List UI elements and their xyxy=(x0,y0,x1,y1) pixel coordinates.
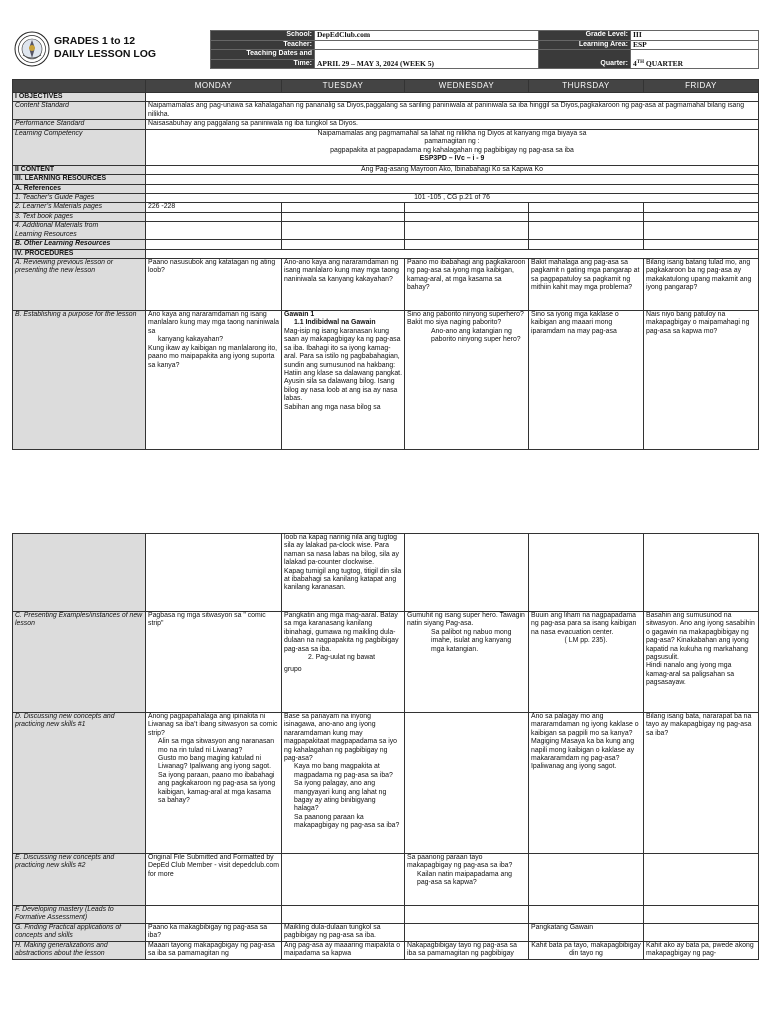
teachers-guide-label: 1. Teacher’s Guide Pages xyxy=(13,194,146,203)
quarter-value: 4TH QUARTER xyxy=(631,50,759,69)
lesson-table-page-2 xyxy=(12,533,758,960)
day-tuesday: TUESDAY xyxy=(282,80,405,93)
lesson-table-continued xyxy=(12,533,759,960)
procedure-d-thursday: Ano sa palagay mo ang mararamdaman ng iyong kaklase o kaibigan sa pagpili mo sa kanya? Magiging Masaya ka ba kung ang napili mong kaibigan o kaklase ay makararamdam ng pag-asa? Ipaliwanag ang iyong sagot. xyxy=(529,713,644,854)
procedure-g-monday: Paano ka makagbibigay ng pag-asa sa iba? xyxy=(146,924,282,942)
grade-level-label: Grade Level: xyxy=(539,31,631,41)
procedure-d-wednesday xyxy=(405,713,529,854)
learners-materials-value: 226 -228 xyxy=(146,203,282,212)
day-header-row xyxy=(13,80,759,93)
procedure-h-monday: Maaari tayong makapagbigay ng pag-asa sa iba sa pamamagitan ng xyxy=(146,942,282,960)
day-monday: MONDAY xyxy=(146,80,282,93)
content-heading: II CONTENT xyxy=(13,165,146,174)
procedure-a-monday: Paano nasusubok ang katatagan ng ating loob? xyxy=(146,259,282,311)
procedure-h-wednesday: Nakapagbibigay tayo ng pag-asa sa iba sa pamamagitan ng pagbibigay xyxy=(405,942,529,960)
procedure-b-friday: Nais niyo bang patuloy na makapagbigay o maipamahagi ng pag-asa sa kapwa mo? xyxy=(644,311,759,450)
additional-materials-label: 4. Additional Materials from Learning Resources xyxy=(13,222,146,240)
learning-resources-heading: III. LEARNING RESOURCES xyxy=(13,175,146,184)
learning-area-label: Learning Area: xyxy=(539,40,631,50)
procedure-h-friday: Kahit ako ay bata pa, pwede akong makapagbigay ng pag- xyxy=(644,942,759,960)
procedure-b-monday: Ano kaya ang nararamdaman ng isang manlalaro kung may mga taong naniniwala sa kanyang kakayahan? Kung ikaw ay kaibigan ng manlalarong ito, paano mo maipapakita ang iyong suporta sa kanya? xyxy=(146,311,282,450)
procedure-a-friday: Bilang isang batang tulad mo, ang pagkakaroon ba ng pag-asa ay makakatulong upang makamit ang iyong pangarap? xyxy=(644,259,759,311)
procedure-c-monday: Pagbasa ng mga sitwasyon sa " comic strip" xyxy=(146,612,282,713)
procedure-row-d xyxy=(13,713,759,854)
teaching-dates-label: Teaching Dates and xyxy=(211,50,315,60)
procedure-a-tuesday: Ano-ano kaya ang nararamdaman ng isang manlalaro kung may mga taong naniniwala sa kanyang kakayahan? xyxy=(282,259,405,311)
procedure-d-tuesday: Base sa panayam na inyong isinagawa, ano-ano ang iyong nararamdaman kung may magpapakitaat magpapadama sa iyo ng kahalagahan ng pagbibigay ng pag-asa? Kaya mo bang magpakita at magpadama ng pag-asa sa iba? Sa iyong palagay, ano ang mangyayari kung ang lahat ng bagay ay ating binibigyang halaga? Sa paanong paraan ka makapagbigay ng pag-asa sa iba? xyxy=(282,713,405,854)
procedure-row-c xyxy=(13,612,759,713)
document-title xyxy=(54,35,156,61)
title-line-1: GRADES 1 to 12 xyxy=(54,35,136,47)
content-value: Ang Pag-asang Mayroon Ako, Ibinabahagi Ko sa Kapwa Ko xyxy=(146,165,759,174)
time-label: Time: xyxy=(211,59,315,69)
procedure-b-tuesday-continued: loob na kapag narinig nila ang tugtog sila ay lalakad pa-clock wise. Para naman sa nasa labas na bilog, sila ay lalakad pa-counter clockwise. Kapag tumigil ang tugtog, titigil din sila at ibabahagi sa kanilang katapat ang kanilang karanasan. xyxy=(282,534,405,612)
textbook-pages-label: 3. Text book pages xyxy=(13,212,146,221)
learning-competency-label: Learning Competency xyxy=(13,129,146,165)
procedure-g-thursday: Pangkatang Gawain xyxy=(529,924,644,942)
day-thursday: THURSDAY xyxy=(529,80,644,93)
procedure-row-g xyxy=(13,924,759,942)
teacher-value xyxy=(315,40,539,50)
procedure-b-tuesday: Gawain 1 1.1 Indibidwal na Gawain Mag-isip ng isang karanasan kung saan ay makapagbigay ka ng pag-asa sa iba. Ibahagi ito sa iyong kamag-aral. Para sa istilo ng pagbabahagian, sundin ang sumusunod na hakbang: Hatiin ang klase sa dalawang pangkat. Ayusin sila sa dalawang bilog. Isang bilog ay nasa loob at ang isa ay nasa labas. Sabihan ang mga nasa bilog sa xyxy=(282,311,405,450)
lesson-log-header xyxy=(12,30,758,74)
procedure-g-label: G. Finding Practical applications of concepts and skills xyxy=(13,924,146,942)
learners-materials-label: 2. Learner’s Materials pages xyxy=(13,203,146,212)
procedure-a-label: A. Reviewing previous lesson or presenting the new lesson xyxy=(13,259,146,311)
procedure-row-e xyxy=(13,854,759,906)
procedure-e-label: E. Discussing new concepts and practicing new skills #2 xyxy=(13,854,146,906)
procedure-c-tuesday: Pangkatin ang mga mag-aaral. Batay sa mga karanasang kanilang ibinahagi, gumawa ng maikling dula-dulaan na nagpapakita ng pagbibigay pag-asa sa iba. 2. Pag-uulat ng bawat grupo xyxy=(282,612,405,713)
procedure-row-a xyxy=(13,259,759,311)
procedure-h-thursday: Kahit bata pa tayo, makapagbibigay din tayo ng xyxy=(529,942,644,960)
procedure-row-f xyxy=(13,906,759,924)
day-wednesday: WEDNESDAY xyxy=(405,80,529,93)
procedure-e-wednesday: Sa paanong paraan tayo makapagbigay ng pag-asa sa iba? Kailan natin maipapadama ang pag-asa sa kapwa? xyxy=(405,854,529,906)
procedure-f-label: F. Developing mastery (Leads to Formative Assessment) xyxy=(13,906,146,924)
school-label: School: xyxy=(211,31,315,41)
quarter-label: Quarter: xyxy=(539,50,631,69)
procedure-c-wednesday: Gumuhit ng isang super hero. Tawagin natin siyang Pag-asa. Sa palibot ng nabuo mong imahe, isulat ang kanyang mga katangian. xyxy=(405,612,529,713)
objectives-heading: I OBJECTIVES xyxy=(13,93,146,102)
teacher-label: Teacher: xyxy=(211,40,315,50)
procedure-b-wednesday: Sino ang paborito ninyong superhero? Bakit mo siya naging paborito? Ano-ano ang katangian ng paborito ninyong super hero? xyxy=(405,311,529,450)
procedure-g-tuesday: Maikling dula-dulaan tungkol sa pagbibigay ng pag-asa sa iba. xyxy=(282,924,405,942)
procedure-e-monday: Original File Submitted and Formatted by DepEd Club Member - visit depedclub.com for more xyxy=(146,854,282,906)
lesson-table xyxy=(12,79,759,450)
school-value: DepEdClub.com xyxy=(315,31,539,41)
title-line-2: DAILY LESSON LOG xyxy=(54,48,157,60)
procedure-b-thursday: Sino sa iyong mga kaklase o kaibigan ang maaari mong iparamdam na may pag-asa xyxy=(529,311,644,450)
teaching-dates-value: APRIL 29 – MAY 3, 2024 (WEEK 5) xyxy=(315,50,539,69)
procedure-d-friday: Bilang isang bata, nararapat ba na tayo ay makapagbigay ng pag-asa sa iba? xyxy=(644,713,759,854)
procedure-h-label: H. Making generalizations and abstractions about the lesson xyxy=(13,942,146,960)
performance-standard-label: Performance Standard xyxy=(13,120,146,129)
procedure-a-thursday: Bakit mahalaga ang pag-asa sa pagkamit n gating mga pangarap at sa pagpapatuloy sa pagkamit ng mithiin kahit may mga problema? xyxy=(529,259,644,311)
references-heading: A. References xyxy=(13,184,146,193)
procedures-heading: IV. PROCEDURES xyxy=(13,249,146,258)
deped-seal-icon xyxy=(14,31,50,67)
competency-code: ESP3PD – IVc – i - 9 xyxy=(419,155,485,163)
procedure-a-wednesday: Paano mo ibabahagi ang pagkakaroon ng pag-asa sa iyong mga kaibigan, kamag-aral, at mga kasama sa bahay? xyxy=(405,259,529,311)
content-standard-label: Content Standard xyxy=(13,102,146,120)
other-resources-heading: B. Other Learning Resources xyxy=(13,240,146,249)
lesson-table-page-1 xyxy=(12,79,758,450)
teachers-guide-value: 101 -105 , CG p.21 of 76 xyxy=(146,194,759,203)
procedure-row-h xyxy=(13,942,759,960)
procedure-row-b xyxy=(13,311,759,450)
content-standard-value: Naipamamalas ang pag-unawa sa kahalagahan ng pananalig sa Diyos,paggalang sa sariling paniniwala at paniniwala sa iba hinggil sa Diyos,pagkakaroon ng pag-asa at pagmamahal bilang isang nilikha. xyxy=(146,102,759,120)
procedure-d-monday: Anong pagpapahalaga ang ipinakita ni Liwanag sa iba’t ibang sitwasyon sa comic strip? Alin sa mga sitwasyon ang naranasan mo na rin tulad ni Liwanag? Gusto mo bang maging katulad ni Liwanag? Ipaliwang ang iyong sagot. Sa iyong paraan, paano mo ibabahagi ang pagkakaroon ng pag-asa sa iyong kaibigan, kamag-aral at mga kasama sa bahay? xyxy=(146,713,282,854)
performance-standard-value: Naisasabuhay ang paggalang sa paniniwala ng iba tungkol sa Diyos. xyxy=(146,120,759,129)
procedure-c-label: C. Presenting Examples/instances of new lesson xyxy=(13,612,146,713)
header-info-table xyxy=(210,30,759,69)
procedure-c-thursday: Buuin ang liham na nagpapadama ng pag-asa para sa isang kaibigan na nasa evacuation center. ( LM pp. 235). xyxy=(529,612,644,713)
procedure-c-friday: Basahin ang sumusunod na sitwasyon. Ano ang iyong sasabihin o gagawin na makapagbibigay ng pag-asa? Kinakabahan ang iyong kapatid na kukuha ng markahang pagsusulit. Hindi nanalo ang iyong mga kamag-aral sa paligsahan sa pagsasayaw. xyxy=(644,612,759,713)
procedure-h-tuesday: Ang pag-asa ay maaaring maipakita o maipadama sa kapwa xyxy=(282,942,405,960)
day-friday: FRIDAY xyxy=(644,80,759,93)
grade-level-value: III xyxy=(631,31,759,41)
learning-area-value: ESP xyxy=(631,40,759,50)
learning-competency-value: Naipamamalas ang pagmamahal sa lahat ng nilikha ng Diyos at kanyang mga biyaya sa pamamagitan ng : pagpapakita at pagpapadama ng kahalagahan ng pagbibigay ng pag-asa sa iba ESP3PD – IVc – i - 9 xyxy=(146,129,759,165)
procedure-d-label: D. Discussing new concepts and practicing new skills #1 xyxy=(13,713,146,854)
continuation-row xyxy=(13,534,759,612)
procedure-b-label: B. Establishing a purpose for the lesson xyxy=(13,311,146,450)
